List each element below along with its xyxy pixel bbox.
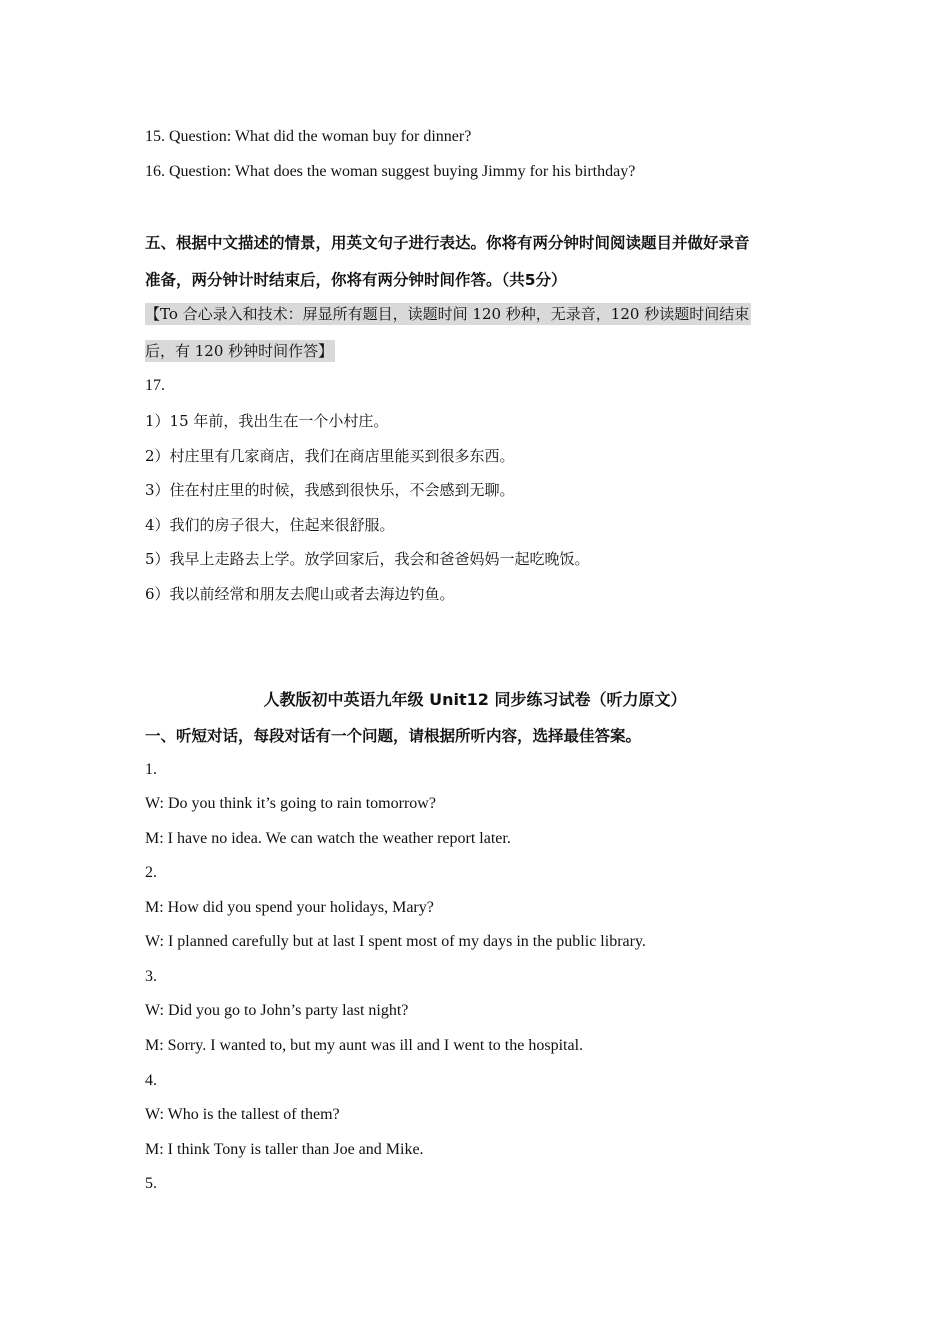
dialogue-line: W: Did you go to John’s party last night? (145, 1002, 409, 1019)
dialogue-line: W: I planned carefully but at last I spent most of my days in the public library. (145, 933, 646, 950)
situation-sentence-5: 5）我早上走路去上学。放学回家后，我会和爸爸妈妈一起吃晚饭。 (145, 550, 590, 568)
dialogue-number-5: 5. (145, 1175, 157, 1192)
dialogue-line: W: Do you think it’s going to rain tomorrow? (145, 795, 436, 812)
dialogue-number-2: 2. (145, 864, 157, 881)
section-five-heading-line-1: 五、根据中文描述的情景，用英文句子进行表达。你将有两分钟时间阅读题目并做好录音 (145, 234, 750, 252)
question-15: 15. Question: What did the woman buy for dinner? (145, 128, 472, 145)
dialogue-line: M: I think Tony is taller than Joe and Mike. (145, 1141, 424, 1158)
transcript-title: 人教版初中英语九年级 Unit12 同步练习试卷（听力原文） (263, 690, 687, 709)
transcript-section-heading: 一、听短对话，每段对话有一个问题，请根据所听内容，选择最佳答案。 (145, 727, 642, 745)
dialogue-line: W: Who is the tallest of them? (145, 1106, 340, 1123)
dialogue-line: M: How did you spend your holidays, Mary? (145, 899, 434, 916)
dialogue-number-1: 1. (145, 761, 157, 778)
situation-sentence-4: 4）我们的房子很大，住起来很舒服。 (145, 516, 395, 534)
item-17-number: 17. (145, 377, 165, 394)
situation-sentence-2: 2）村庄里有几家商店，我们在商店里能买到很多东西。 (145, 447, 515, 465)
situation-sentence-6: 6）我以前经常和朋友去爬山或者去海边钓鱼。 (145, 585, 455, 603)
editor-note-line-2: 后，有 120 秒钟时间作答】 (145, 342, 334, 360)
section-five-heading-line-2: 准备，两分钟计时结束后，你将有两分钟时间作答。（共5分） (145, 271, 567, 289)
situation-sentence-1: 1）15 年前，我出生在一个小村庄。 (145, 412, 389, 430)
editor-note-line-1: 【To 合心录入和技术：屏显所有题目，读题时间 120 秒种，无录音，120 秒读题时间结束 (145, 305, 750, 323)
situation-sentence-3: 3）住在村庄里的时候，我感到很快乐，不会感到无聊。 (145, 481, 515, 499)
dialogue-number-4: 4. (145, 1072, 157, 1089)
dialogue-number-3: 3. (145, 968, 157, 985)
editor-note (145, 303, 807, 362)
dialogue-line: M: Sorry. I wanted to, but my aunt was ill and I went to the hospital. (145, 1037, 584, 1054)
question-16: 16. Question: What does the woman suggest buying Jimmy for his birthday? (145, 163, 636, 180)
dialogue-line: M: I have no idea. We can watch the weather report later. (145, 830, 511, 847)
